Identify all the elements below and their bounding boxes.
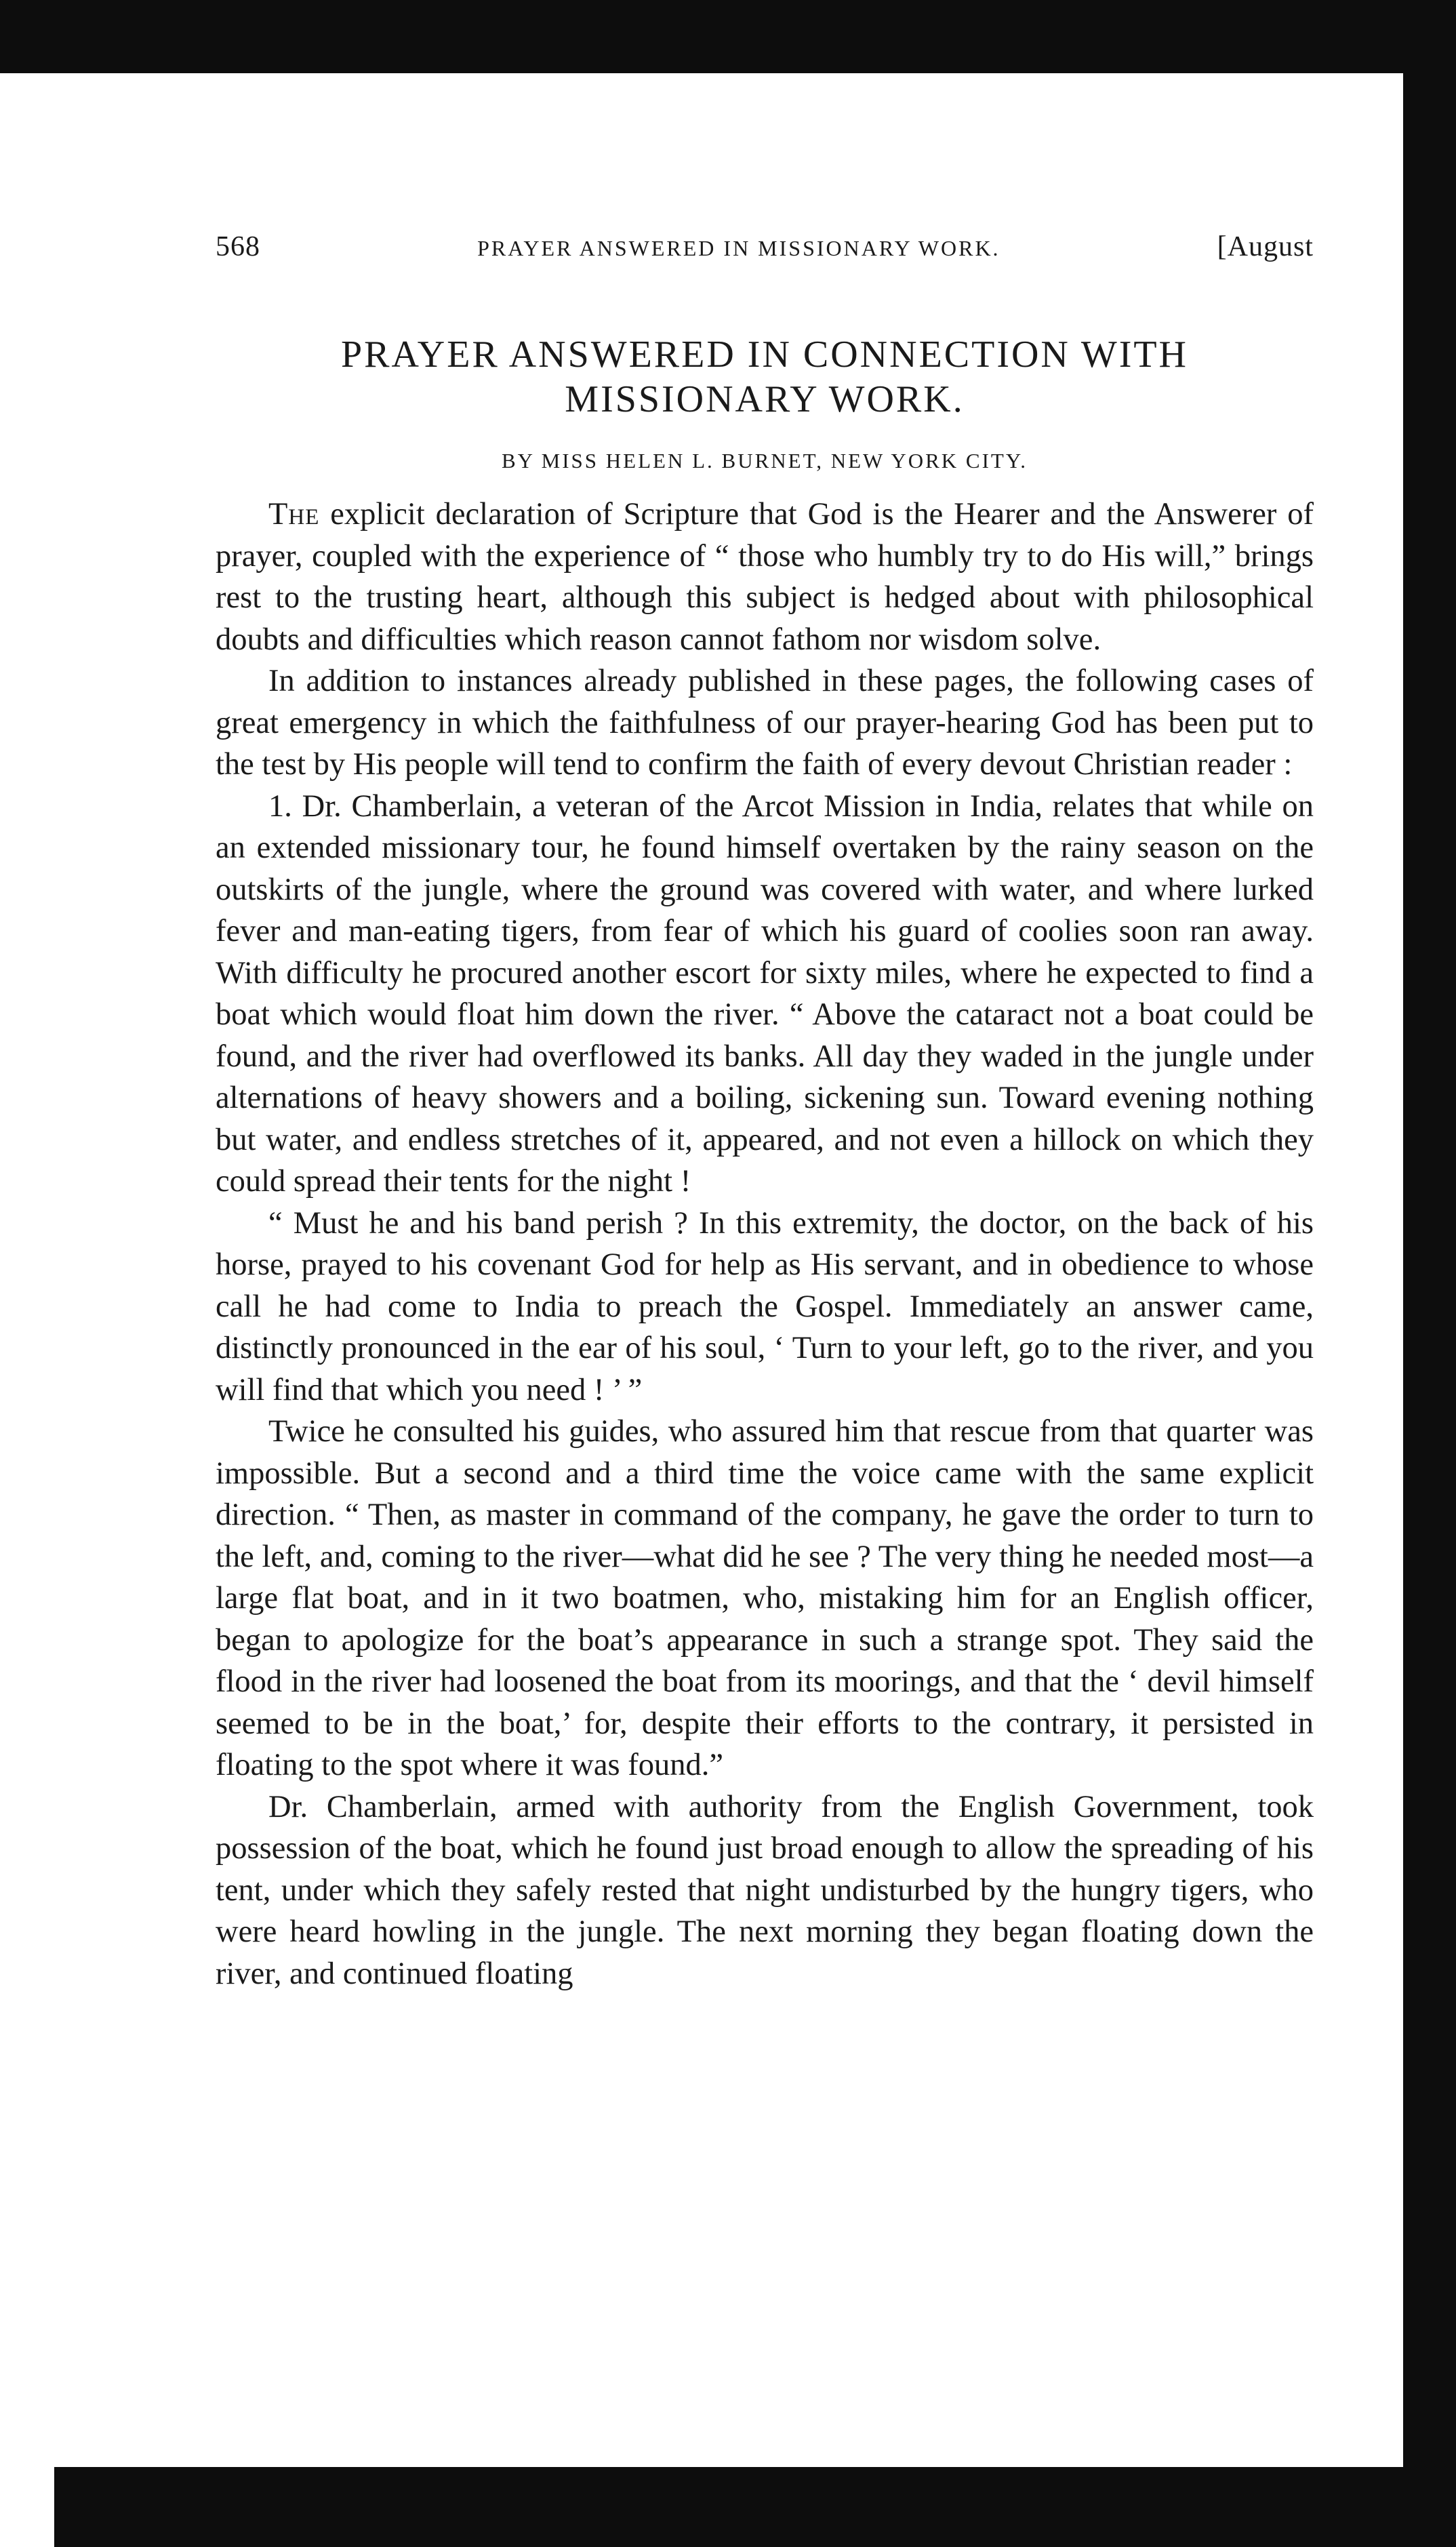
paragraph: Twice he consulted his guides, who assured him that rescue from that quarter was impossible. But a second and a third time the voice came with the same explicit direction. “ Then, as master in command of the company, he gave the order to turn to the left, and, coming to the river—what did he see ? The very thing he needed most—a large flat boat, and in it two boatmen, who, mistaking him for an English officer, began to apologize for the boat’s appearance in such a strange spot. They said the flood in the river had loosened the boat from its moorings, and that the ‘ devil himself seemed to be in the boat,’ for, despite their efforts to the contrary, it persisted in floating to the spot where it was found.” [216, 1414, 1314, 1782]
scan-border-bottom [54, 2467, 1456, 2547]
document-page [216, 230, 1314, 1994]
paragraph: In addition to instances already published in these pages, the following cases of great emergency in which the faithfulness of our prayer-hearing God has been put to the test by His people will tend to confirm the faith of every devout Christian reader : [216, 664, 1314, 782]
page-number: 568 [216, 231, 260, 262]
scan-border-top [0, 0, 1456, 73]
scan-border-right [1403, 0, 1456, 2547]
paragraph: 1. Dr. Chamberlain, a veteran of the Arcot Mission in India, relates that while on an extended missionary tour, he found himself overtaken by the rainy season on the outskirts of the jungle, where the ground was covered with water, and where lurked fever and man-eating tigers, from fear of which his guard of coolies soon ran away. With difficulty he procured another escort for sixty miles, where he expected to find a boat which would float him down the river. “ Above the cataract not a boat could be found, and the river had overflowed its banks. All day they waded in the jungle under alternations of heavy showers and a boiling, sickening sun. Toward evening nothing but water, and endless stretches of it, appeared, and not even a hillock on which they could spread their tents for the night ! [216, 788, 1314, 1199]
running-head-month: [August [1217, 231, 1314, 262]
paragraph: “ Must he and his band perish ? In this extremity, the doctor, on the back of his horse, prayed to his covenant God for help as His servant, and in obedience to whose call he had come to India to preach the Gospel. Immediately an answer came, distinctly pronounced in the ear of his soul, ‘ Turn to your left, go to the river, and you will find that which you need ! ’ ” [216, 1205, 1314, 1407]
opening-word: The [268, 497, 320, 532]
paragraph [216, 494, 1314, 660]
running-head [216, 230, 1314, 263]
paragraph-text: explicit declaration of Scripture that God is the Hearer and the Answerer of prayer, coupled with the experience of “ those who humbly try to do His will,” brings rest to the trusting heart, although this subject is hedged about with philosophical doubts and difficulties which reason cannot fathom nor wisdom solve. [216, 497, 1314, 657]
running-head-title: PRAYER ANSWERED IN MISSIONARY WORK. [477, 236, 1000, 260]
article-byline: BY MISS HELEN L. BURNET, NEW YORK CITY. [501, 449, 1028, 473]
article-title: PRAYER ANSWERED IN CONNECTION WITH MISSIONARY WORK. [341, 334, 1188, 420]
paragraph: Dr. Chamberlain, armed with authority from the English Government, took possession of the boat, which he found just broad enough to allow the spreading of his tent, under which they safely rested that night undisturbed by the hungry tigers, who were heard howling in the jungle. The next morning they began floating down the river, and continued floating [216, 1789, 1314, 1991]
